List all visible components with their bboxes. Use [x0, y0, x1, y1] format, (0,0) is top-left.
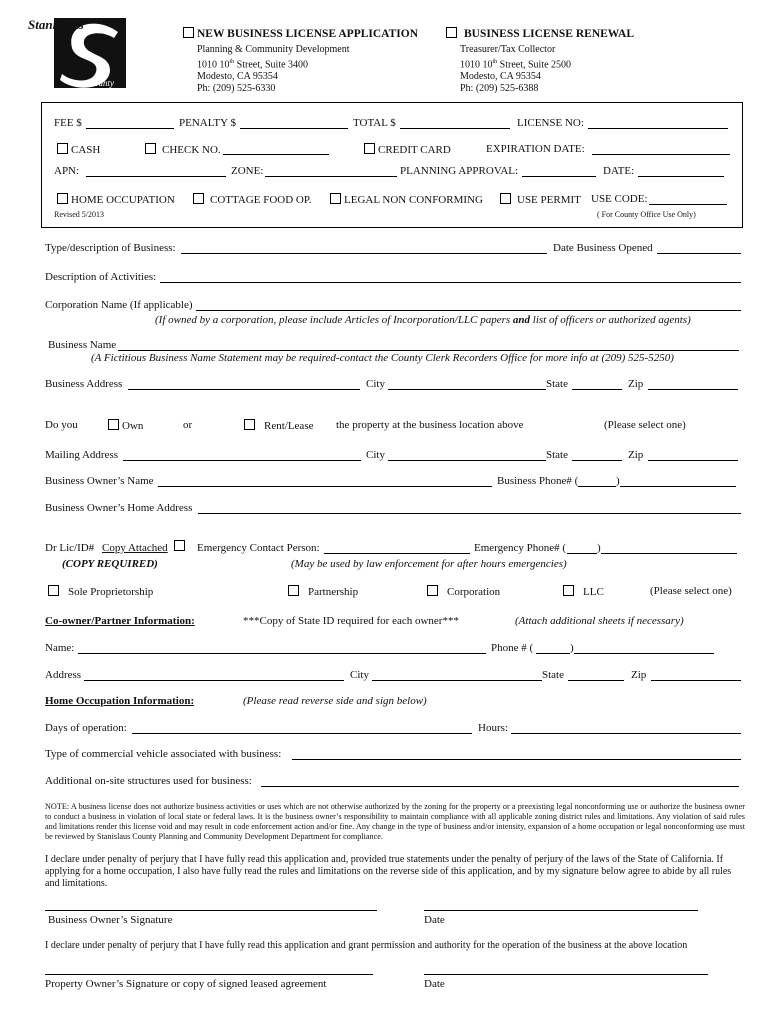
business-phone-field[interactable] — [620, 486, 736, 487]
emergency-phone-label: Emergency Phone# ( — [474, 542, 567, 554]
logo-top-text: Stanislaus — [28, 17, 84, 32]
legal-non-conforming-checkbox[interactable] — [330, 193, 341, 204]
partnership-option[interactable]: Partnership — [288, 585, 358, 598]
business-phone-paren: ) — [616, 475, 620, 487]
coowner-phone-label: Phone # ( — [491, 642, 534, 654]
commercial-vehicle-label: Type of commercial vehicle associated with business: — [45, 748, 282, 760]
cottage-food-checkbox[interactable] — [193, 193, 204, 204]
fee-label: FEE $ — [54, 117, 82, 129]
corporation-option[interactable]: Corporation — [427, 585, 500, 598]
business-name-label: Business Name — [48, 339, 117, 351]
days-operation-field[interactable] — [132, 733, 472, 734]
property-owner-signature-label: Property Owner’s Signature or copy of signed leased agreement — [45, 978, 327, 990]
corporation-checkbox[interactable] — [427, 585, 438, 596]
owner-signature-label: Business Owner’s Signature — [48, 914, 173, 926]
logo-bottom-text: County — [88, 78, 114, 88]
credit-card-checkbox[interactable] — [364, 143, 375, 154]
zone-label: ZONE: — [231, 165, 264, 177]
mailing-address-label: Mailing Address — [45, 449, 119, 461]
partnership-checkbox[interactable] — [288, 585, 299, 596]
home-occupation-checkbox[interactable] — [57, 193, 68, 204]
total-field[interactable] — [400, 128, 510, 129]
new-application-checkbox[interactable] — [183, 27, 194, 38]
property-declaration-text: I declare under penalty of perjury that I have fully read this application and grant permission and authority for the operation of the business at the above location — [45, 940, 688, 951]
description-activities-field[interactable] — [160, 282, 741, 283]
business-state-field[interactable] — [572, 389, 622, 390]
expiration-date-field[interactable] — [592, 154, 730, 155]
business-address-field[interactable] — [128, 389, 360, 390]
coowner-phone-area-field[interactable] — [536, 653, 570, 654]
use-permit-checkbox[interactable] — [500, 193, 511, 204]
coowner-city-field[interactable] — [372, 680, 542, 681]
stanislaus-county-logo — [26, 14, 130, 90]
hours-label: Hours: — [478, 722, 508, 734]
do-you-label: Do you — [45, 419, 78, 431]
own-rent-select-one: (Please select one) — [604, 419, 686, 431]
coowner-section-title: Co-owner/Partner Information: — [45, 615, 195, 627]
date-opened-label: Date Business Opened — [553, 242, 653, 254]
renewal-address: Treasurer/Tax Collector 1010 10th Street, Suite 2500 Modesto, CA 95354 Ph: (209) 525-6388 — [460, 44, 572, 95]
dr-lic-label: Dr Lic/ID# — [45, 542, 95, 554]
office-date-label: DATE: — [603, 165, 635, 177]
copy-required-note: (COPY REQUIRED) — [62, 558, 158, 570]
cash-checkbox[interactable] — [57, 143, 68, 154]
home-occupation-option[interactable]: HOME OCCUPATION — [57, 193, 175, 206]
legal-non-conforming-option[interactable]: LEGAL NON CONFORMING — [330, 193, 483, 206]
credit-card-option[interactable]: CREDIT CARD — [364, 143, 451, 156]
property-owner-date-label: Date — [424, 978, 445, 990]
sole-proprietorship-checkbox[interactable] — [48, 585, 59, 596]
sole-proprietorship-option[interactable]: Sole Proprietorship — [48, 585, 153, 598]
hours-field[interactable] — [511, 733, 741, 734]
cottage-food-option[interactable]: COTTAGE FOOD OP. — [193, 193, 312, 206]
business-zip-field[interactable] — [648, 389, 738, 390]
apn-label: APN: — [54, 165, 80, 177]
owner-signature-date-line[interactable] — [424, 910, 698, 911]
business-name-field[interactable] — [118, 350, 739, 351]
emergency-phone-area-field[interactable] — [567, 553, 597, 554]
coowner-phone-paren: ) — [570, 642, 574, 654]
corporation-note: (If owned by a corporation, please include Articles of Incorporation/LLC papers and list of officers or authorized agents) — [155, 314, 691, 326]
new-application-option[interactable] — [183, 27, 418, 40]
renewal-title: BUSINESS LICENSE RENEWAL — [464, 28, 635, 40]
coowner-zip-field[interactable] — [651, 680, 741, 681]
renewal-option[interactable] — [446, 27, 634, 40]
home-address-label: Business Owner’s Home Address — [45, 502, 193, 514]
penalty-field[interactable] — [240, 128, 348, 129]
coowner-address-label: Address — [45, 669, 82, 681]
emergency-contact-label: Emergency Contact Person: — [197, 542, 320, 554]
zoning-note: NOTE: A business license does not authorize business activities or uses which are not otherwise authorized by the zoning for the property or a preexisting legal nonconforming use or authorize the business owner to conduct a business in violation of local state or federal laws. It is the business owner’s responsibility to maintain compliance with all applicable zoning district rules and limitations. Any violation of said rules and limitations render this license void and may result in code enforcement action and/or fine. Any change in the type of business and/or intensity, expansion of a home occupation or legal nonconforming use must be reviewed by Stanislaus County Planning and Community Development Department for compliance. — [45, 802, 745, 841]
new-application-title: NEW BUSINESS LICENSE APPLICATION — [197, 28, 419, 40]
use-permit-option[interactable]: USE PERMIT — [500, 193, 581, 206]
check-checkbox[interactable] — [145, 143, 156, 154]
emergency-contact-field[interactable] — [324, 553, 470, 554]
emergency-phone-paren: ) — [597, 542, 601, 554]
coowner-state-field[interactable] — [568, 680, 624, 681]
coowner-phone-field[interactable] — [574, 653, 714, 654]
type-description-field[interactable] — [181, 253, 547, 254]
planning-approval-field[interactable] — [522, 176, 596, 177]
law-enforcement-note: (May be used by law enforcement for after hours emergencies) — [291, 558, 567, 570]
planning-approval-label: PLANNING APPROVAL: — [400, 165, 519, 177]
copy-attached-checkbox[interactable] — [174, 540, 188, 553]
mailing-city-field[interactable] — [388, 460, 546, 461]
fictitious-name-note: (A Fictitious Business Name Statement may be required-contact the County Clerk Recorders Office for more info at (209) 525-5250) — [91, 352, 674, 364]
use-code-label: USE CODE: — [591, 193, 648, 205]
rent-lease-option[interactable]: Rent/Lease — [244, 419, 313, 432]
property-text: the property at the business location above — [336, 419, 524, 431]
days-operation-label: Days of operation: — [45, 722, 127, 734]
business-phone-area-field[interactable] — [578, 486, 616, 487]
corporation-name-field[interactable] — [196, 310, 741, 311]
state-id-note: ***Copy of State ID required for each owner*** — [243, 615, 459, 627]
description-activities-label: Description of Activities: — [45, 271, 157, 283]
new-application-address: Planning & Community Development 1010 10th Street, Suite 3400 Modesto, CA 95354 Ph: (209) 525-6330 — [197, 44, 350, 95]
mailing-state-field[interactable] — [572, 460, 622, 461]
owner-name-label: Business Owner’s Name — [45, 475, 154, 487]
coowner-zip-label: Zip — [631, 669, 647, 681]
revised-date: Revised 5/2013 — [54, 210, 104, 219]
penalty-label: PENALTY $ — [179, 117, 236, 129]
onsite-structures-field[interactable] — [261, 786, 739, 787]
business-state-label: State — [546, 378, 568, 390]
declaration-text: I declare under penalty of perjury that I have fully read this application and, provided true statements under the penalty of perjury of the laws of the State of California. If applying for a home occupation, I also have fully read the rules and limitations on the reverse side of this application, and by my signature below agree to abide by all rules and limitations. — [45, 854, 732, 889]
type-description-label: Type/description of Business: — [45, 242, 176, 254]
business-phone-label: Business Phone# ( — [497, 475, 579, 487]
coowner-name-field[interactable] — [78, 653, 486, 654]
mailing-zip-label: Zip — [628, 449, 644, 461]
business-zip-label: Zip — [628, 378, 644, 390]
owner-signature-line[interactable] — [45, 910, 377, 911]
property-owner-date-line[interactable] — [424, 974, 708, 975]
mailing-city-label: City — [366, 449, 385, 461]
fee-field[interactable] — [86, 128, 174, 129]
renewal-checkbox[interactable] — [446, 27, 457, 38]
coowner-state-label: State — [542, 669, 564, 681]
total-label: TOTAL $ — [353, 117, 396, 129]
expiration-date-label: EXPIRATION DATE: — [486, 143, 585, 155]
business-address-label: Business Address — [45, 378, 123, 390]
attach-sheets-note: (Attach additional sheets if necessary) — [515, 615, 684, 627]
read-reverse-note: (Please read reverse side and sign below) — [243, 695, 427, 707]
emergency-phone-field[interactable] — [601, 553, 737, 554]
corporation-name-label: Corporation Name (If applicable) — [45, 299, 193, 311]
copy-attached-option[interactable]: Copy Attached — [102, 542, 168, 554]
coowner-name-label: Name: — [45, 642, 75, 654]
onsite-structures-label: Additional on-site structures used for business: — [45, 775, 252, 787]
rent-lease-checkbox[interactable] — [244, 419, 255, 430]
date-opened-field[interactable] — [657, 253, 741, 254]
home-address-field[interactable] — [198, 513, 741, 514]
own-option[interactable]: Own — [108, 419, 143, 432]
llc-option[interactable]: LLC — [563, 585, 604, 598]
license-no-field[interactable] — [588, 128, 728, 129]
apn-field[interactable] — [86, 176, 226, 177]
business-city-label: City — [366, 378, 385, 390]
use-code-field[interactable] — [649, 204, 727, 205]
coowner-address-field[interactable] — [84, 680, 344, 681]
mailing-state-label: State — [546, 449, 568, 461]
check-no-field[interactable] — [223, 154, 329, 155]
license-no-label: LICENSE NO: — [517, 117, 584, 129]
entity-select-one: (Please select one) — [650, 585, 732, 597]
office-date-field[interactable] — [638, 176, 724, 177]
business-city-field[interactable] — [388, 389, 546, 390]
owner-signature-date-label: Date — [424, 914, 445, 926]
coowner-city-label: City — [350, 669, 369, 681]
llc-checkbox[interactable] — [563, 585, 574, 596]
mailing-address-field[interactable] — [123, 460, 361, 461]
commercial-vehicle-field[interactable] — [292, 759, 741, 760]
check-option[interactable]: CHECK NO. — [145, 143, 221, 156]
owner-name-field[interactable] — [158, 486, 492, 487]
county-use-note: ( For County Office Use Only) — [597, 210, 696, 219]
own-checkbox[interactable] — [108, 419, 119, 430]
or-label: or — [183, 419, 193, 431]
property-owner-signature-line[interactable] — [45, 974, 373, 975]
mailing-zip-field[interactable] — [648, 460, 738, 461]
cash-option[interactable]: CASH — [57, 143, 100, 156]
zone-field[interactable] — [265, 176, 397, 177]
home-occupation-section-title: Home Occupation Information: — [45, 695, 195, 707]
